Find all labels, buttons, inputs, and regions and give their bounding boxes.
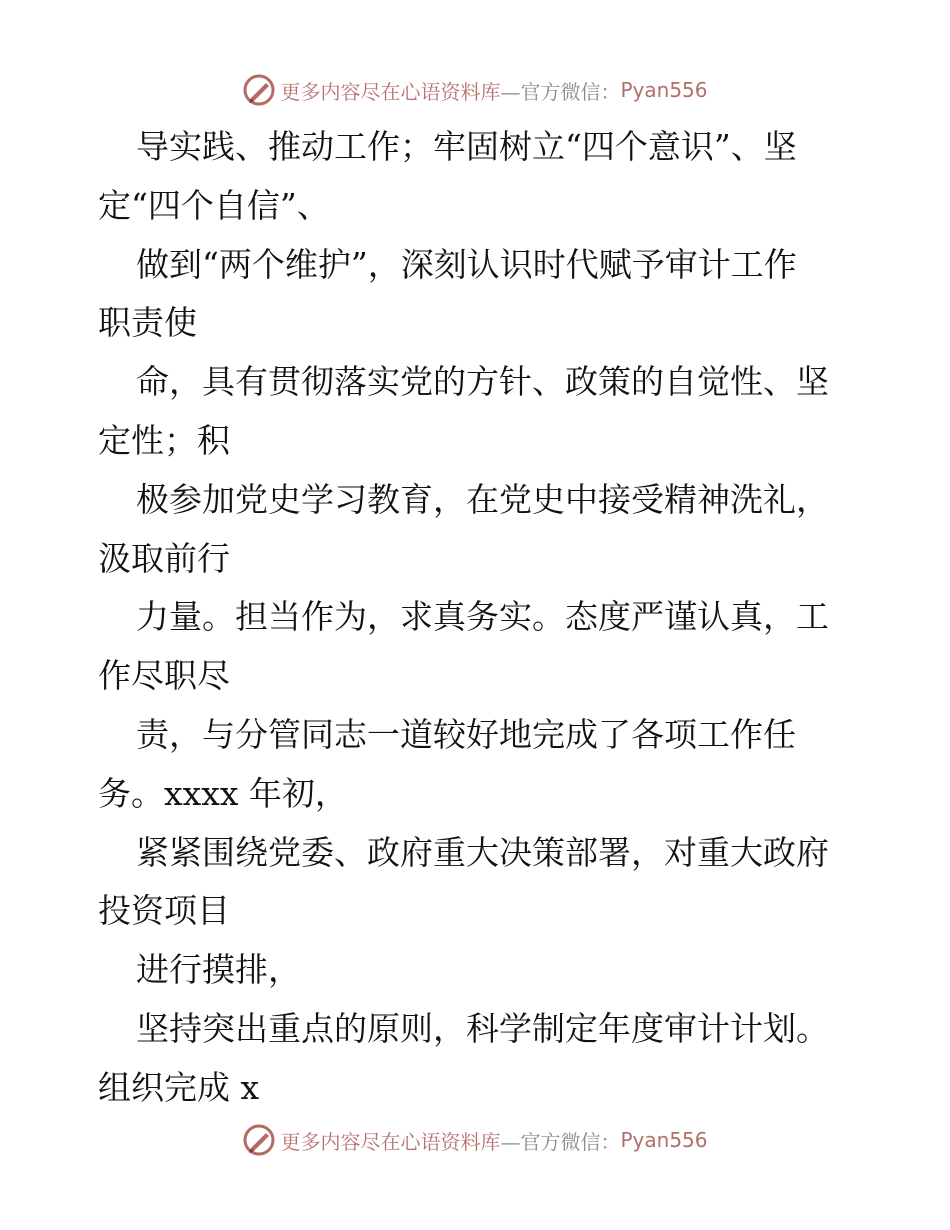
banner-wechat-id: Pyan556 (620, 78, 708, 102)
pen-logo-icon (242, 1123, 276, 1157)
banner-brand-text: 更多内容尽在心语资料库 (280, 79, 501, 104)
header-watermark-banner (0, 70, 950, 110)
text-line: 作尽职尽 (98, 656, 230, 696)
text-line: 职责使 (98, 303, 197, 343)
text-line: 力量。担当作为，求真务实。态度严谨认真，工 (136, 597, 829, 637)
pen-logo-icon (242, 73, 276, 107)
text-line: 定性；积 (98, 420, 230, 460)
banner-wechat-label: —官方微信： (500, 1129, 621, 1154)
text-line: 做到“两个维护”，深刻认识时代赋予审计工作 (136, 244, 797, 284)
banner-wechat-id: Pyan556 (620, 1128, 708, 1152)
text-line: 责，与分管同志一道较好地完成了各项工作任 (136, 714, 796, 754)
text-line: 坚持突出重点的原则，科学制定年度审计计划。 (136, 1008, 829, 1048)
text-line: 汲取前行 (98, 538, 230, 578)
text-line: 投资项目 (98, 891, 230, 931)
text-line: 紧紧围绕党委、政府重大决策部署，对重大政府 (136, 832, 829, 872)
text-line: 进行摸排， (136, 950, 301, 990)
banner-wechat-label: —官方微信： (500, 79, 621, 104)
text-line: 务。xxxx 年初， (98, 773, 348, 813)
text-line: 极参加党史学习教育，在党史中接受精神洗礼， (136, 479, 829, 519)
banner-brand-text: 更多内容尽在心语资料库 (280, 1129, 501, 1154)
text-line: 组织完成 x (98, 1067, 260, 1107)
text-line: 定“四个自信”、 (98, 185, 330, 225)
document-body (98, 118, 858, 1118)
text-line: 命，具有贯彻落实党的方针、政策的自觉性、坚 (136, 362, 829, 402)
text-line: 导实践、推动工作；牢固树立“四个意识”、坚 (136, 127, 797, 166)
footer-watermark-banner (0, 1120, 950, 1160)
